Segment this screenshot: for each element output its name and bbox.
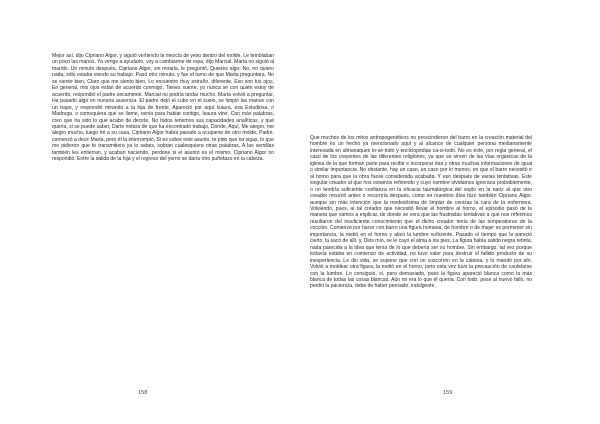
right-page bbox=[300, 0, 600, 424]
right-page-number: 159 bbox=[443, 390, 453, 396]
left-page-number: 158 bbox=[138, 390, 148, 396]
right-page-body-text: Que muchos de los mitos antropogenéticos no prescindieron del barro en la creación material del hombre es un hecho ya mencionado aquí y al alcance de cualquier persona medianamente interesada en almanaques lo-sé-todo y enciclopedias ca-si-todo. No es éste, por regla general, el caso de los creyentes de las diferentes religiones, ya que se sirven de las vías orgánicas de la iglesia de la que forman parte para recibir e incorporar ésa y otras muchas informaciones de igual o similar importancia. No obstante, hay un caso, un caso por lo menos, en que el barro necesitó ir al horno para que la obra fuese considerada acabada. Y eso después de varias tentativas. Este singular creador al que nos estamos refiriendo y cuyo nombre olvidamos ignoraria probablemente, o no tendría suficiente confianza en la eficacia taumatúrgica del soplo en la nariz al que otro creador recurrió antes o recurriría después, como en nuestros días hizo también Cipriano Algor, aunque sin más intención que la modestísima de limpiar de cenizas la cara de la enfermera. Volviendo, pues, al tal creador que necesitó llevar el hombre al horno, el episodio pasó de la manera que vamos a explicar, de donde se verá que las frustradas tentativas a que nos referimos resultaron del insuficiente conocimiento que el dicho creador tenía de las temperaturas de la cocción. Comenzó por hacer con barro una figura humana, de hombre o de mujer es pormenor sin importancia, la metió en el horno y atizó la lumbre suficiente. Pasado el tiempo que le pareció cierto, la sacó de allí, y, Dios mío, se le cayó el alma a los pies. La figura había salido negra retinta, nada parecida a la idea que tenía de lo que debería ser su hombre. Sin embargo, tal vez porque todavía estaba en comienzo de actividad, no tuvo valor para destruir el fallido producto de su inexperiencia. Le dio vida, se supone que con un coscorrón en la cabeza, y lo mandó por ahí. Volvió a moldear otra figura, la metió en el horno, pero esta vez tuvo la precaución de cautelarse con la lumbre. Lo consiguió, sí, pero demasiado, pues la figura apareció blanca como la más blanca de todas las cosas blancas. Aún no era lo que él quería. Con todo, pese al nuevo fallo, no perdió la paciencia, debe de haber pensado, indulgente, bbox=[310, 135, 532, 290]
left-page-body-text: Mejor así, dijo Cipriano Algor, y siguió vertiendo la mezcla de yeso dentro del molde. Le temblaban un poco las manos. Ya vengo a ayudarlo, voy a cambiarme de ropa, dijo Marcial. Marta no siguió al marido. Un minuto después, Cipriano Algor, sin mirarla, le preguntó, Quieres algo, No, no quiero nada, sólo estaba viendo su trabajo. Pasó otro minuto, y fue el turno de que Marta preguntara, No se siente bien, Claro que me siento bien, Lo encuentro muy extraño, diferente, Eso son tus ojos, En general, mis ojos están de acuerdo conmigo, Tienes suerte, yo nunca sé con quién estoy de acuerdo, respondió el padre secamente. Marcial no podría tardar mucho. Marta volvió a preguntar, Ha pasado algo en nuestra ausencia. El padre dejó el cubo en el suelo, se limpió las manos con un trapo, y respondió mirando a la hija de frente, Apareció por aquí Isaura, esa Estudiosa, o Madruga, o comoquiera que se llame, venía para hablar contigo, Isaura vino, Con más palabras, creo que ha sido lo que acabo de decirte, No todos tenemos sus capacidades analíticas, y qué quería, si se puede saber, Darte noticia de que ha encontrado trabajo, Dónde, Aquí, Me alegro, me alegro mucho, luego iré a su casa. Cipriano Algor había pasado a ocuparse de otro molde, Padre, comenzó a decir Marta, pero él la interrumpió, Si es sobre este asunto, te pido que no sigas, lo que me pidieron que te transmitiera ya lo sabes, sobran cualesquiera otras palabras, A las semillas también les entierran, y acaban naciendo, perdone si el asunto es el mismo. Cipriano Algor no respondió. Entre la salida de la hija y el regreso del yerno se daría otro puñetazo en la cabeza. bbox=[52, 53, 274, 163]
